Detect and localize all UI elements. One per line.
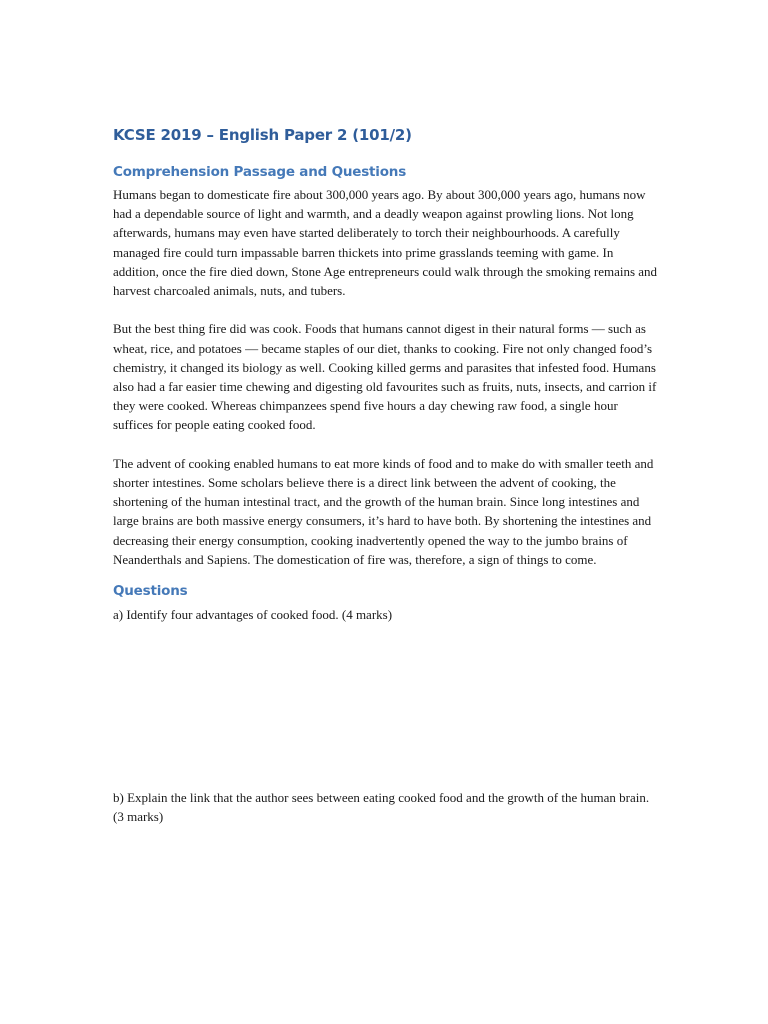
passage-paragraph-2: But the best thing fire did was cook. Foods that humans cannot digest in their natural forms — such as wheat, rice, and potatoes — became staples of our diet, thanks to cooking. Fire not only changed food’s chemistry, it changed its biology as well. Cooking killed germs and parasites that infested food. Humans also had a far easier time chewing and digesting old favourites such as fruits, nuts, insects, and carrion if they were cooked. Whereas chimpanzees spend five hours a day chewing raw food, a single hour suffices for people eating cooked food. [113,321,657,433]
passage-paragraph-1: Humans began to domesticate fire about 300,000 years ago. By about 300,000 years ago, humans now had a dependable source of light and warmth, and a deadly weapon against prowling lions. Not long afterwards, humans may even have started deliberately to torch their neighbourhoods. A carefully managed fire could turn impassable barren thickets into prime grasslands teeming with game. In addition, once the fire died down, Stone Age entrepreneurs could walk through the smoking remains and harvest charcoaled animals, nuts, and tubers. [113,187,658,299]
question-b: b) Explain the link that the author sees between eating cooked food and the growth of the human brain. (3 marks) [113,790,650,825]
answer-space [113,624,658,788]
passage-paragraph-3: The advent of cooking enabled humans to eat more kinds of food and to make do with smaller teeth and shorter intestines. Some scholars believe there is a direct link between the advent of cooking, the shortening of the human intestinal tract, and the growth of the human brain. Since long intestines and large brains are both massive energy consumers, it’s hard to have both. By shortening the intestines and decreasing their energy consumption, cooking inadvertently opened the way to the jumbo brains of Neanderthals and Sapiens. The domestication of fire was, therefore, a sign of things to come. [113,455,654,567]
document-title: KCSE 2019 – English Paper 2 (101/2) [113,126,412,144]
document-content [113,120,658,827]
question-a: a) Identify four advantages of cooked food. (4 marks) [113,607,393,623]
questions-heading: Questions [113,583,188,600]
section-heading: Comprehension Passage and Questions [113,164,407,180]
